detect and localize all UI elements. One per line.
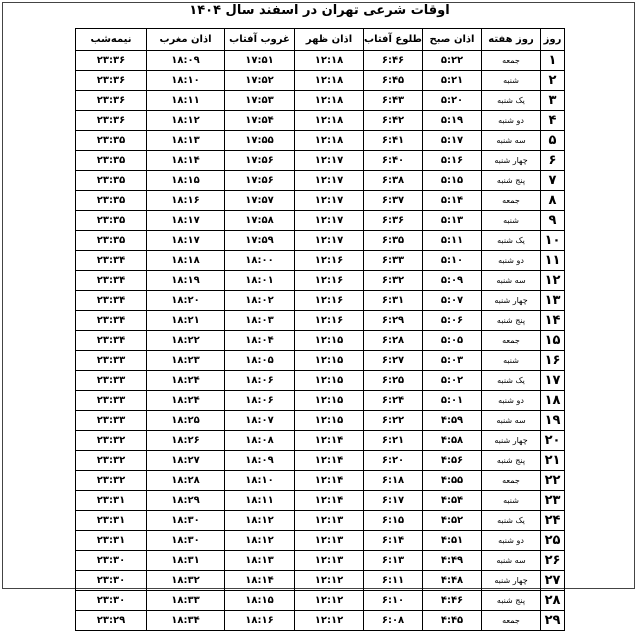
sunrise-time: ۶:۴۲: [364, 111, 423, 131]
weekday-cell: چهار شنبه: [482, 151, 541, 171]
sunset-time: ۱۷:۵۴: [225, 111, 295, 131]
maghrib-time: ۱۸:۱۸: [147, 251, 225, 271]
sunset-time: ۱۸:۰۸: [225, 431, 295, 451]
dhuhr-time: ۱۲:۱۵: [295, 331, 364, 351]
midnight-time: ۲۳:۳۱: [76, 511, 147, 531]
midnight-time: ۲۳:۳۴: [76, 251, 147, 271]
fajr-time: ۵:۲۱: [423, 71, 482, 91]
table-row: [76, 91, 565, 111]
midnight-time: ۲۳:۳۱: [76, 491, 147, 511]
weekday-cell: یک شنبه: [482, 91, 541, 111]
table-row: [76, 131, 565, 151]
midnight-time: ۲۳:۳۵: [76, 191, 147, 211]
sunrise-time: ۶:۲۴: [364, 391, 423, 411]
fajr-time: ۵:۱۱: [423, 231, 482, 251]
sunrise-time: ۶:۴۱: [364, 131, 423, 151]
maghrib-time: ۱۸:۱۷: [147, 231, 225, 251]
fajr-time: ۴:۵۶: [423, 451, 482, 471]
dhuhr-time: ۱۲:۱۴: [295, 431, 364, 451]
weekday-cell: جمعه: [482, 471, 541, 491]
weekday-cell: پنج شنبه: [482, 451, 541, 471]
sunrise-time: ۶:۲۲: [364, 411, 423, 431]
fajr-time: ۵:۱۹: [423, 111, 482, 131]
maghrib-time: ۱۸:۲۹: [147, 491, 225, 511]
dhuhr-time: ۱۲:۱۴: [295, 451, 364, 471]
dhuhr-time: ۱۲:۱۳: [295, 511, 364, 531]
sunrise-time: ۶:۱۴: [364, 531, 423, 551]
table-row: [76, 271, 565, 291]
fajr-time: ۴:۴۶: [423, 591, 482, 611]
dhuhr-time: ۱۲:۱۸: [295, 51, 364, 71]
day-cell: ۱۱: [541, 251, 565, 271]
table-row: [76, 431, 565, 451]
maghrib-time: ۱۸:۲۰: [147, 291, 225, 311]
sunset-time: ۱۸:۰۰: [225, 251, 295, 271]
day-cell: ۲: [541, 71, 565, 91]
day-cell: ۱۰: [541, 231, 565, 251]
table-body: [76, 51, 565, 631]
sunset-time: ۱۸:۰۲: [225, 291, 295, 311]
weekday-cell: شنبه: [482, 211, 541, 231]
sunset-time: ۱۸:۰۵: [225, 351, 295, 371]
sunset-time: ۱۷:۵۹: [225, 231, 295, 251]
sunrise-time: ۶:۱۵: [364, 511, 423, 531]
sunset-time: ۱۸:۱۰: [225, 471, 295, 491]
header-midnight: نیمه‌شب: [76, 29, 147, 51]
table-row: [76, 371, 565, 391]
midnight-time: ۲۳:۲۹: [76, 611, 147, 631]
weekday-cell: سه شنبه: [482, 411, 541, 431]
table-row: [76, 511, 565, 531]
maghrib-time: ۱۸:۳۰: [147, 531, 225, 551]
day-cell: ۱۷: [541, 371, 565, 391]
table-row: [76, 251, 565, 271]
midnight-time: ۲۳:۳۵: [76, 151, 147, 171]
midnight-time: ۲۳:۳۰: [76, 551, 147, 571]
midnight-time: ۲۳:۳۱: [76, 531, 147, 551]
weekday-cell: جمعه: [482, 331, 541, 351]
maghrib-time: ۱۸:۱۶: [147, 191, 225, 211]
midnight-time: ۲۳:۳۵: [76, 131, 147, 151]
header-maghrib: اذان مغرب: [147, 29, 225, 51]
day-cell: ۱۴: [541, 311, 565, 331]
weekday-cell: دو شنبه: [482, 111, 541, 131]
sunrise-time: ۶:۱۳: [364, 551, 423, 571]
sunrise-time: ۶:۱۰: [364, 591, 423, 611]
header-row: [76, 29, 565, 51]
page-title: اوقات شرعی تهران در اسفند سال ۱۴۰۴: [189, 3, 450, 18]
sunset-time: ۱۷:۵۸: [225, 211, 295, 231]
sunset-time: ۱۷:۵۶: [225, 171, 295, 191]
day-cell: ۲۹: [541, 611, 565, 631]
sunrise-time: ۶:۴۶: [364, 51, 423, 71]
midnight-time: ۲۳:۳۶: [76, 111, 147, 131]
midnight-time: ۲۳:۳۲: [76, 431, 147, 451]
table-row: [76, 231, 565, 251]
fajr-time: ۴:۵۹: [423, 411, 482, 431]
fajr-time: ۵:۰۵: [423, 331, 482, 351]
midnight-time: ۲۳:۳۳: [76, 371, 147, 391]
sunrise-time: ۶:۳۲: [364, 271, 423, 291]
maghrib-time: ۱۸:۲۸: [147, 471, 225, 491]
midnight-time: ۲۳:۳۰: [76, 571, 147, 591]
maghrib-time: ۱۸:۱۱: [147, 91, 225, 111]
sunset-time: ۱۸:۰۹: [225, 451, 295, 471]
dhuhr-time: ۱۲:۱۳: [295, 551, 364, 571]
weekday-cell: پنج شنبه: [482, 591, 541, 611]
midnight-time: ۲۳:۳۰: [76, 591, 147, 611]
header-fajr: اذان صبح: [423, 29, 482, 51]
maghrib-time: ۱۸:۱۵: [147, 171, 225, 191]
dhuhr-time: ۱۲:۱۵: [295, 371, 364, 391]
dhuhr-time: ۱۲:۱۷: [295, 211, 364, 231]
maghrib-time: ۱۸:۱۰: [147, 71, 225, 91]
table-row: [76, 471, 565, 491]
weekday-cell: جمعه: [482, 611, 541, 631]
table-row: [76, 311, 565, 331]
sunset-time: ۱۸:۰۴: [225, 331, 295, 351]
sunrise-time: ۶:۲۷: [364, 351, 423, 371]
weekday-cell: یک شنبه: [482, 231, 541, 251]
weekday-cell: شنبه: [482, 71, 541, 91]
fajr-time: ۴:۵۸: [423, 431, 482, 451]
table-row: [76, 211, 565, 231]
header-dhuhr: اذان ظهر: [295, 29, 364, 51]
day-cell: ۲۷: [541, 571, 565, 591]
day-cell: ۳: [541, 91, 565, 111]
header-weekday: روز هفته: [482, 29, 541, 51]
weekday-cell: جمعه: [482, 51, 541, 71]
day-cell: ۲۸: [541, 591, 565, 611]
table-row: [76, 71, 565, 91]
day-cell: ۱۹: [541, 411, 565, 431]
maghrib-time: ۱۸:۲۲: [147, 331, 225, 351]
sunset-time: ۱۸:۰۶: [225, 371, 295, 391]
sunset-time: ۱۷:۵۵: [225, 131, 295, 151]
day-cell: ۱۳: [541, 291, 565, 311]
sunset-time: ۱۷:۵۱: [225, 51, 295, 71]
dhuhr-time: ۱۲:۱۵: [295, 351, 364, 371]
fajr-time: ۵:۱۷: [423, 131, 482, 151]
table-row: [76, 611, 565, 631]
sunset-time: ۱۸:۱۱: [225, 491, 295, 511]
table-row: [76, 191, 565, 211]
weekday-cell: پنج شنبه: [482, 311, 541, 331]
maghrib-time: ۱۸:۲۳: [147, 351, 225, 371]
weekday-cell: سه شنبه: [482, 271, 541, 291]
maghrib-time: ۱۸:۱۷: [147, 211, 225, 231]
table-row: [76, 451, 565, 471]
table-row: [76, 331, 565, 351]
weekday-cell: دو شنبه: [482, 531, 541, 551]
day-cell: ۵: [541, 131, 565, 151]
table-row: [76, 291, 565, 311]
sunrise-time: ۶:۴۵: [364, 71, 423, 91]
sunset-time: ۱۷:۵۶: [225, 151, 295, 171]
sunrise-time: ۶:۳۵: [364, 231, 423, 251]
dhuhr-time: ۱۲:۱۲: [295, 571, 364, 591]
weekday-cell: شنبه: [482, 491, 541, 511]
sunset-time: ۱۷:۵۳: [225, 91, 295, 111]
maghrib-time: ۱۸:۳۲: [147, 571, 225, 591]
sunset-time: ۱۸:۱۴: [225, 571, 295, 591]
fajr-time: ۵:۰۲: [423, 371, 482, 391]
maghrib-time: ۱۸:۳۳: [147, 591, 225, 611]
weekday-cell: چهار شنبه: [482, 571, 541, 591]
dhuhr-time: ۱۲:۱۲: [295, 591, 364, 611]
sunrise-time: ۶:۲۸: [364, 331, 423, 351]
table-row: [76, 171, 565, 191]
table-row: [76, 51, 565, 71]
maghrib-time: ۱۸:۲۴: [147, 391, 225, 411]
fajr-time: ۵:۰۹: [423, 271, 482, 291]
day-cell: ۷: [541, 171, 565, 191]
fajr-time: ۴:۵۵: [423, 471, 482, 491]
midnight-time: ۲۳:۳۵: [76, 171, 147, 191]
dhuhr-time: ۱۲:۱۶: [295, 291, 364, 311]
dhuhr-time: ۱۲:۱۸: [295, 71, 364, 91]
fajr-time: ۵:۰۱: [423, 391, 482, 411]
day-cell: ۴: [541, 111, 565, 131]
fajr-time: ۴:۴۵: [423, 611, 482, 631]
sunset-time: ۱۸:۰۷: [225, 411, 295, 431]
midnight-time: ۲۳:۳۴: [76, 291, 147, 311]
dhuhr-time: ۱۲:۱۷: [295, 151, 364, 171]
day-cell: ۹: [541, 211, 565, 231]
day-cell: ۲۱: [541, 451, 565, 471]
weekday-cell: سه شنبه: [482, 131, 541, 151]
weekday-cell: دو شنبه: [482, 391, 541, 411]
fajr-time: ۵:۱۰: [423, 251, 482, 271]
maghrib-time: ۱۸:۲۷: [147, 451, 225, 471]
fajr-time: ۴:۵۱: [423, 531, 482, 551]
sunrise-time: ۶:۲۵: [364, 371, 423, 391]
fajr-time: ۵:۰۷: [423, 291, 482, 311]
table-row: [76, 531, 565, 551]
dhuhr-time: ۱۲:۱۷: [295, 191, 364, 211]
day-cell: ۲۴: [541, 511, 565, 531]
day-cell: ۱۶: [541, 351, 565, 371]
fajr-time: ۵:۱۵: [423, 171, 482, 191]
maghrib-time: ۱۸:۳۱: [147, 551, 225, 571]
day-cell: ۱۵: [541, 331, 565, 351]
table-row: [76, 111, 565, 131]
maghrib-time: ۱۸:۳۴: [147, 611, 225, 631]
maghrib-time: ۱۸:۱۲: [147, 111, 225, 131]
day-cell: ۸: [541, 191, 565, 211]
maghrib-time: ۱۸:۲۱: [147, 311, 225, 331]
maghrib-time: ۱۸:۲۴: [147, 371, 225, 391]
day-cell: ۲۰: [541, 431, 565, 451]
sunset-time: ۱۸:۱۶: [225, 611, 295, 631]
header-sunrise: طلوع آفتاب: [364, 29, 423, 51]
weekday-cell: یک شنبه: [482, 511, 541, 531]
midnight-time: ۲۳:۳۵: [76, 211, 147, 231]
table-row: [76, 551, 565, 571]
midnight-time: ۲۳:۳۶: [76, 71, 147, 91]
midnight-time: ۲۳:۳۲: [76, 471, 147, 491]
dhuhr-time: ۱۲:۱۵: [295, 391, 364, 411]
dhuhr-time: ۱۲:۱۶: [295, 271, 364, 291]
sunset-time: ۱۸:۱۲: [225, 511, 295, 531]
day-cell: ۲۳: [541, 491, 565, 511]
day-cell: ۲۶: [541, 551, 565, 571]
dhuhr-time: ۱۲:۱۸: [295, 131, 364, 151]
day-cell: ۲۲: [541, 471, 565, 491]
midnight-time: ۲۳:۳۵: [76, 231, 147, 251]
sunset-time: ۱۸:۰۳: [225, 311, 295, 331]
fajr-time: ۵:۱۴: [423, 191, 482, 211]
day-cell: ۱: [541, 51, 565, 71]
fajr-time: ۴:۴۹: [423, 551, 482, 571]
midnight-time: ۲۳:۳۶: [76, 51, 147, 71]
sunrise-time: ۶:۳۸: [364, 171, 423, 191]
maghrib-time: ۱۸:۱۳: [147, 131, 225, 151]
sunset-time: ۱۸:۱۳: [225, 551, 295, 571]
midnight-time: ۲۳:۳۶: [76, 91, 147, 111]
fajr-time: ۵:۰۶: [423, 311, 482, 331]
sunset-time: ۱۸:۰۱: [225, 271, 295, 291]
maghrib-time: ۱۸:۰۹: [147, 51, 225, 71]
header-day: روز: [541, 29, 565, 51]
dhuhr-time: ۱۲:۱۶: [295, 251, 364, 271]
maghrib-time: ۱۸:۲۵: [147, 411, 225, 431]
dhuhr-time: ۱۲:۱۳: [295, 531, 364, 551]
midnight-time: ۲۳:۳۴: [76, 271, 147, 291]
fajr-time: ۴:۴۸: [423, 571, 482, 591]
midnight-time: ۲۳:۳۴: [76, 331, 147, 351]
day-cell: ۱۲: [541, 271, 565, 291]
sunrise-time: ۶:۳۶: [364, 211, 423, 231]
sunrise-time: ۶:۲۹: [364, 311, 423, 331]
table-row: [76, 391, 565, 411]
table-row: [76, 151, 565, 171]
weekday-cell: چهار شنبه: [482, 431, 541, 451]
sunrise-time: ۶:۴۳: [364, 91, 423, 111]
table-row: [76, 411, 565, 431]
sunrise-time: ۶:۳۷: [364, 191, 423, 211]
dhuhr-time: ۱۲:۱۴: [295, 491, 364, 511]
table-header: [76, 29, 565, 51]
sunrise-time: ۶:۰۸: [364, 611, 423, 631]
table-row: [76, 351, 565, 371]
weekday-cell: جمعه: [482, 191, 541, 211]
maghrib-time: ۱۸:۱۹: [147, 271, 225, 291]
weekday-cell: شنبه: [482, 351, 541, 371]
sunrise-time: ۶:۳۱: [364, 291, 423, 311]
weekday-cell: پنج شنبه: [482, 171, 541, 191]
maghrib-time: ۱۸:۳۰: [147, 511, 225, 531]
day-cell: ۱۸: [541, 391, 565, 411]
weekday-cell: یک شنبه: [482, 371, 541, 391]
maghrib-time: ۱۸:۱۴: [147, 151, 225, 171]
fajr-time: ۴:۵۴: [423, 491, 482, 511]
midnight-time: ۲۳:۳۳: [76, 411, 147, 431]
sunset-time: ۱۷:۵۲: [225, 71, 295, 91]
sunrise-time: ۶:۲۰: [364, 451, 423, 471]
midnight-time: ۲۳:۳۲: [76, 451, 147, 471]
midnight-time: ۲۳:۳۴: [76, 311, 147, 331]
day-cell: ۶: [541, 151, 565, 171]
dhuhr-time: ۱۲:۱۸: [295, 91, 364, 111]
fajr-time: ۵:۲۲: [423, 51, 482, 71]
fajr-time: ۴:۵۲: [423, 511, 482, 531]
weekday-cell: دو شنبه: [482, 251, 541, 271]
dhuhr-time: ۱۲:۱۲: [295, 611, 364, 631]
sunset-time: ۱۸:۰۶: [225, 391, 295, 411]
dhuhr-time: ۱۲:۱۴: [295, 471, 364, 491]
sunset-time: ۱۸:۱۲: [225, 531, 295, 551]
prayer-times-table: [75, 28, 565, 631]
dhuhr-time: ۱۲:۱۷: [295, 231, 364, 251]
table-row: [76, 571, 565, 591]
sunrise-time: ۶:۱۸: [364, 471, 423, 491]
sunset-time: ۱۷:۵۷: [225, 191, 295, 211]
midnight-time: ۲۳:۳۳: [76, 391, 147, 411]
sunrise-time: ۶:۱۷: [364, 491, 423, 511]
header-sunset: غروب آفتاب: [225, 29, 295, 51]
weekday-cell: چهار شنبه: [482, 291, 541, 311]
weekday-cell: سه شنبه: [482, 551, 541, 571]
sunrise-time: ۶:۴۰: [364, 151, 423, 171]
table-row: [76, 591, 565, 611]
dhuhr-time: ۱۲:۱۵: [295, 411, 364, 431]
fajr-time: ۵:۱۳: [423, 211, 482, 231]
maghrib-time: ۱۸:۲۶: [147, 431, 225, 451]
sunrise-time: ۶:۱۱: [364, 571, 423, 591]
dhuhr-time: ۱۲:۱۶: [295, 311, 364, 331]
fajr-time: ۵:۰۳: [423, 351, 482, 371]
fajr-time: ۵:۲۰: [423, 91, 482, 111]
dhuhr-time: ۱۲:۱۸: [295, 111, 364, 131]
midnight-time: ۲۳:۳۳: [76, 351, 147, 371]
dhuhr-time: ۱۲:۱۷: [295, 171, 364, 191]
sunrise-time: ۶:۲۱: [364, 431, 423, 451]
fajr-time: ۵:۱۶: [423, 151, 482, 171]
table-row: [76, 491, 565, 511]
sunrise-time: ۶:۳۳: [364, 251, 423, 271]
day-cell: ۲۵: [541, 531, 565, 551]
sunset-time: ۱۸:۱۵: [225, 591, 295, 611]
